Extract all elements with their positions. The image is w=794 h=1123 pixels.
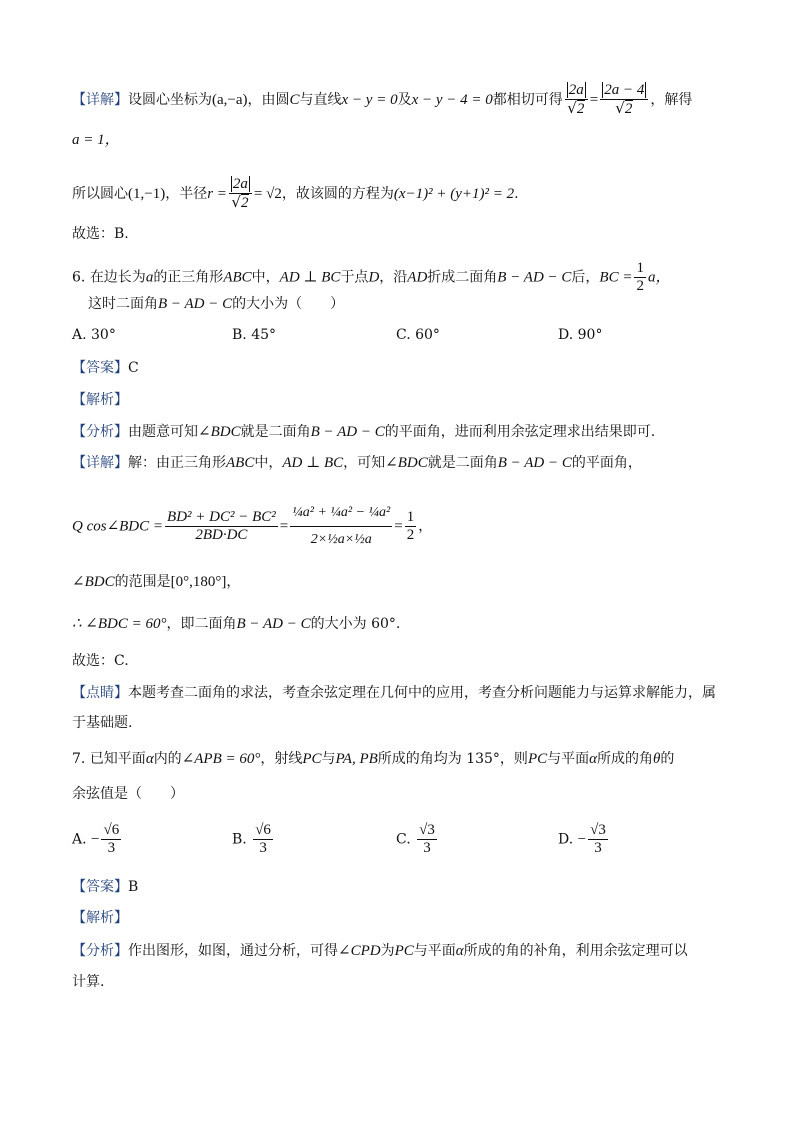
dihedral-angle: B − AD − C [497, 269, 572, 286]
question-number: 6. [72, 269, 86, 286]
analysis-label: 【分析】 [72, 943, 128, 959]
q6-answer [72, 358, 139, 378]
answer-label: 【答案】 [72, 879, 128, 895]
text: 后， [571, 269, 600, 286]
text: 这时二面角 [88, 296, 158, 312]
text: 都相切可得 [492, 92, 563, 108]
radius-value: = √2 [253, 186, 282, 202]
option-fraction: $\frac{√3}{3}$ [419, 822, 435, 856]
ray-pc: PC [302, 751, 322, 767]
q6-stem-line1 [72, 260, 670, 295]
angle-theta: θ [652, 751, 661, 767]
triangle-abc: ABC [226, 455, 255, 471]
q6-comment [72, 683, 716, 703]
text: 的正三角形 [153, 269, 224, 286]
center-value: (1,−1) [128, 186, 166, 202]
center-coord: (a,−a) [212, 92, 248, 108]
rays-pa-pb: PA, PB [335, 751, 378, 767]
q6-stem-line2 [88, 294, 344, 314]
text: 中， [254, 455, 283, 471]
dihedral-angle: B − AD − C [497, 455, 572, 471]
q7-option-c [396, 822, 439, 857]
q6-cos-formula [72, 500, 432, 553]
half-fraction: $\frac{1}{2}$ [636, 260, 644, 294]
prev-detail-line3 [72, 176, 519, 212]
minus-sign: − [91, 831, 100, 848]
detail-label: 【详解】 [72, 455, 128, 471]
text: ，可知 [343, 455, 386, 471]
text: 本题考查二面角的求法，考查余弦定理在几何中的应用，考查分析问题能力与运算求解能力，属 [128, 685, 716, 701]
answer-value: B [128, 879, 139, 895]
q6-analysis [72, 422, 655, 442]
angle-result: ∴ ∠BDC = 60° [72, 616, 167, 632]
angle-bdc: ∠BDC [72, 574, 115, 590]
text: 就是二面角 [240, 424, 311, 440]
bc-tail: a， [647, 269, 671, 286]
equals: = [394, 518, 403, 535]
option-fraction: $\frac{√6}{3}$ [103, 822, 120, 856]
prev-solution-a: a = 1， [72, 132, 120, 148]
angle-bdc: ∠BDC [198, 424, 241, 440]
q6-parse-label: 【解析】 [72, 392, 128, 408]
option-label: D. [558, 831, 574, 848]
q7-stem-line2: 余弦值是（ ） [72, 786, 184, 802]
angle-bdc: ∠BDC [385, 455, 428, 471]
point-d: D [368, 269, 380, 286]
fraction-1: $\frac{2a}{√2}$ [565, 82, 588, 118]
triangle-abc: ABC [223, 269, 252, 286]
q7-option-d [558, 822, 610, 857]
q6-therefore [72, 614, 400, 634]
text: 所成的角 [596, 751, 653, 767]
plane-alpha: α [145, 751, 154, 767]
text: 的范围是 [114, 574, 171, 590]
q6-choose: 故选：C. [72, 653, 129, 669]
q7-answer [72, 877, 138, 897]
option-fraction: $\frac{√3}{3}$ [590, 822, 606, 856]
text: 的大小为 60°. [310, 616, 401, 632]
text: 所成的角均为 135°，则 [377, 751, 528, 767]
text: ， [226, 574, 241, 590]
text: 的平面角，进而利用余弦定理求出结果即可. [384, 424, 656, 440]
plane-alpha: α [589, 751, 597, 767]
prev-detail-line1: 【详解】设圆心坐标为(a,−a)，由圆C与直线x − y = 0及x − y − 4 = 0都相切可得 $\frac{2a}{√2}$ = $\frac{2a - 4}{√2}$ ，解得 [72, 82, 693, 117]
text: 与平面 [547, 751, 590, 767]
text: 由题意可知 [128, 424, 198, 440]
q6-detail [72, 453, 642, 473]
ray-pc: PC [527, 751, 548, 767]
q7-analysis [72, 941, 688, 961]
text: 与 [321, 751, 336, 767]
circle-equation: (x−1)² + (y+1)² = 2 [393, 186, 515, 202]
q6-option-d: D. 90° [558, 327, 603, 343]
option-label: B. [232, 831, 247, 848]
text: 与直线 [299, 92, 342, 108]
angle-apb: ∠APB = 60° [181, 751, 261, 767]
q6-range [72, 572, 240, 592]
segment-ad: AD [407, 269, 428, 286]
plane-alpha: α [455, 943, 464, 959]
text: 所成的角的补角，利用余弦定理可以 [463, 943, 688, 959]
fraction-2: $\frac{2a - 4}{√2}$ [600, 82, 648, 118]
text: . [514, 186, 519, 202]
answer-value: C [128, 360, 139, 376]
q6-option-c: C. 60° [396, 327, 440, 343]
text: ，半径 [165, 186, 208, 202]
answer-label: 【答案】 [72, 360, 128, 376]
text: ，解得 [650, 92, 693, 108]
text: ，由圆 [247, 92, 290, 108]
cos-fraction: $\frac{\text{BD² + DC² − BC²}}{2BD\cdot DC}$ [167, 509, 276, 543]
ray-pc: PC [394, 943, 414, 959]
text: 中， [251, 269, 280, 286]
q6-option-b: B. 45° [232, 327, 277, 343]
q7-parse-label: 【解析】 [72, 910, 128, 926]
ad-perp-bc: AD ⊥ BC [282, 455, 344, 471]
text: 设圆心坐标为 [128, 92, 212, 108]
text: ，故该圆的方程为 [281, 186, 394, 202]
equals: = [279, 518, 289, 535]
option-label: A. [72, 831, 87, 848]
question-number: 7. [72, 751, 86, 767]
q6-comment-line2: 于基础题. [72, 715, 133, 731]
dihedral-angle: B − AD − C [310, 424, 385, 440]
text: ，射线 [260, 751, 303, 767]
text: 在边长为 [89, 269, 146, 286]
result-fraction: $\frac{1}{2}$ [406, 509, 415, 543]
option-fraction: $\frac{√6}{3}$ [255, 822, 271, 856]
comment-label: 【点睛】 [72, 685, 128, 701]
text: 已知平面 [89, 751, 146, 767]
detail-label: 【详解】 [72, 92, 128, 108]
text: 与平面 [413, 943, 456, 959]
text: 折成二面角 [427, 269, 498, 286]
dihedral-angle: B − AD − C [158, 296, 233, 312]
dihedral-angle: B − AD − C [236, 616, 311, 632]
circle-c: C [289, 92, 300, 108]
line-eq1: x − y = 0 [341, 92, 398, 108]
cos-lhs: Q cos∠BDC = [72, 518, 164, 535]
option-label: C. [396, 831, 411, 848]
q6-option-a: A. 30° [72, 327, 116, 343]
q7-stem-line1 [72, 749, 674, 769]
prev-choose: 故选：B. [72, 226, 129, 242]
ad-perp-bc: AD ⊥ BC [279, 269, 341, 286]
angle-cpd: ∠CPD [338, 943, 381, 959]
radius-fraction: $\frac{2a}{√2}$ [229, 176, 252, 212]
q7-option-b [232, 822, 275, 857]
minus-sign: − [577, 831, 587, 848]
text: 于点 [340, 269, 369, 286]
text: 的大小为（ ） [232, 296, 345, 312]
text: 内的 [153, 751, 182, 767]
text: 就是二面角 [427, 455, 498, 471]
range-value: [0°,180°] [170, 574, 227, 590]
cos-expanded-fraction: $\frac{\text{¼a² + ¼a² − ¼a²}}{\text{2×½a×½a}}$ [290, 500, 392, 553]
line-eq2: x − y − 4 = 0 [411, 92, 493, 108]
text: ， [418, 518, 433, 535]
text: 为 [380, 943, 395, 959]
bc-eq: BC = [599, 269, 633, 286]
text: 的平面角， [571, 455, 642, 471]
text: ，即二面角 [166, 616, 237, 632]
q7-option-a [72, 822, 123, 857]
radius-eq: r = [207, 186, 227, 202]
analysis-label: 【分析】 [72, 424, 128, 440]
text: 的 [660, 751, 675, 767]
text: 作出图形，如图，通过分析，可得 [128, 943, 338, 959]
text: 所以圆心 [72, 186, 128, 202]
q7-analysis-line2: 计算. [72, 974, 105, 990]
var-a: a [145, 269, 154, 286]
text: 及 [397, 92, 412, 108]
text: 解：由正三角形 [128, 455, 226, 471]
text: ，沿 [379, 269, 408, 286]
